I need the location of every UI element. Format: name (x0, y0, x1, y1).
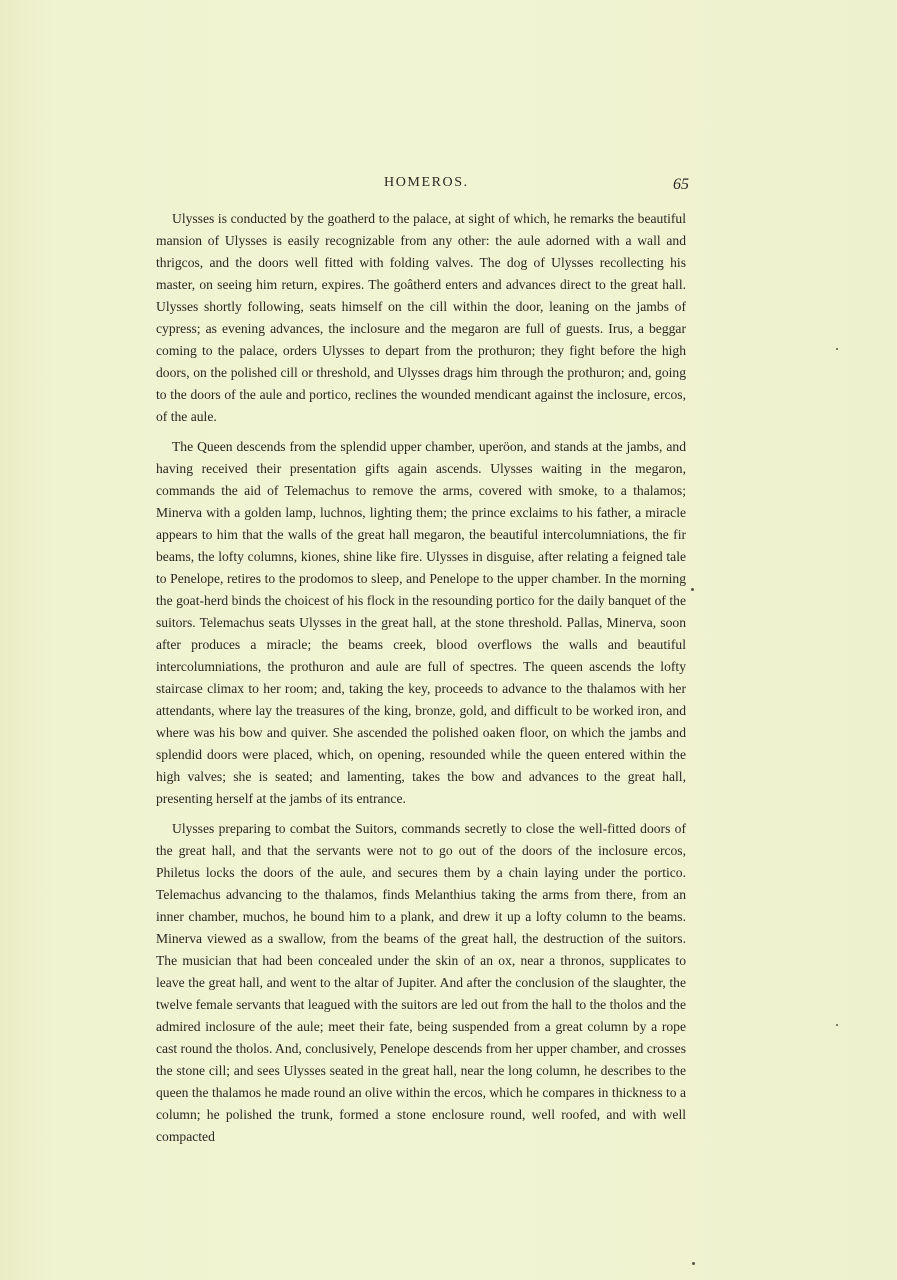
page-number: 65 (673, 176, 689, 193)
paragraph-1: Ulysses is conducted by the goatherd to the palace, at sight of which, he remarks the beautiful mansion of Ulysses is easily recognizable from any other: the aule adorned with a wall and thrigcos, and the doors well fitted with folding valves. The dog of Ulysses recollecting his master, on seeing him return, expires. The goâtherd enters and advances direct to the great hall. Ulysses shortly following, seats himself on the cill within the door, leaning on the jambs of cypress; as evening advances, the inclosure and the megaron are full of guests. Irus, a beggar coming to the palace, orders Ulysses to depart from the prothuron; they fight before the high doors, on the polished cill or threshold, and Ulysses drags him through the prothuron; and, going to the doors of the aule and portico, reclines the wounded mendicant against the inclosure, ercos, of the aule. (156, 211, 686, 424)
paragraph-3: Ulysses preparing to combat the Suitors, commands secretly to close the well-fitted doors of the great hall, and that the servants were not to go out of the doors of the inclosure ercos, Philetus locks the doors of the aule, and secures them by a chain laying under the portico. Telemachus advancing to the thalamos, finds Melanthius taking the arms from there, from an inner chamber, muchos, he bound him to a plank, and drew it up a lofty column to the beams. Minerva viewed as a swallow, from the beams of the great hall, the destruction of the suitors. The musician that had been concealed under the skin of an ox, near a thronos, supplicates to leave the great hall, and went to the altar of Jupiter. And after the conclusion of the slaughter, the twelve female servants that leagued with the suitors are led out from the hall to the tholos and the admired inclosure of the aule; meet their fate, being suspended from a great column by a rope cast round the tholos. And, conclusively, Penelope descends from her upper chamber, and crosses the stone cill; and sees Ulysses seated in the great hall, near the long column, he describes to the queen the thalamos he made round an olive within the ercos, which he compares in thickness to a column; he polished the trunk, formed a stone enclosure round, well roofed, and with well compacted (156, 821, 686, 1144)
paper-speck (692, 1262, 695, 1265)
running-title: HOMEROS. (384, 175, 469, 190)
paper-speck (836, 348, 838, 350)
paper-speck (836, 1024, 838, 1026)
paragraph-2: The Queen descends from the splendid upper chamber, uperöon, and stands at the jambs, and having received their presentation gifts again ascends. Ulysses waiting in the megaron, commands the aid of Telemachus to remove the arms, covered with smoke, to a thalamos; Minerva with a golden lamp, luchnos, lighting them; the prince exclaims to his father, a miracle appears to him that the walls of the great hall megaron, the beautiful intercolumniations, the fir beams, the lofty columns, kiones, shine like fire. Ulysses in disguise, after relating a feigned tale to Penelope, retires to the prodomos to sleep, and Penelope to the upper chamber. In the morning the goat-herd binds the choicest of his flock in the resounding portico for the daily banquet of the suitors. Telemachus seats Ulysses in the great hall, at the stone threshold. Pallas, Minerva, soon after produces a miracle; the beams creek, blood overflows the walls and beautiful intercolumniations, the prothuron and aule are full of spectres. The queen ascends the lofty staircase climax to her room; and, taking the key, proceeds to advance to the thalamos with her attendants, where lay the treasures of the king, bronze, gold, and difficult to be worked iron, and where was his bow and quiver. She ascended the polished oaken floor, on which the jambs and splendid doors were placed, which, on opening, resounded while the queen entered within the high valves; she is seated; and lamenting, takes the bow and advances to the great hall, presenting herself at the jambs of its entrance. (156, 439, 686, 806)
paper-speck (691, 588, 694, 591)
body-text (156, 208, 686, 1156)
